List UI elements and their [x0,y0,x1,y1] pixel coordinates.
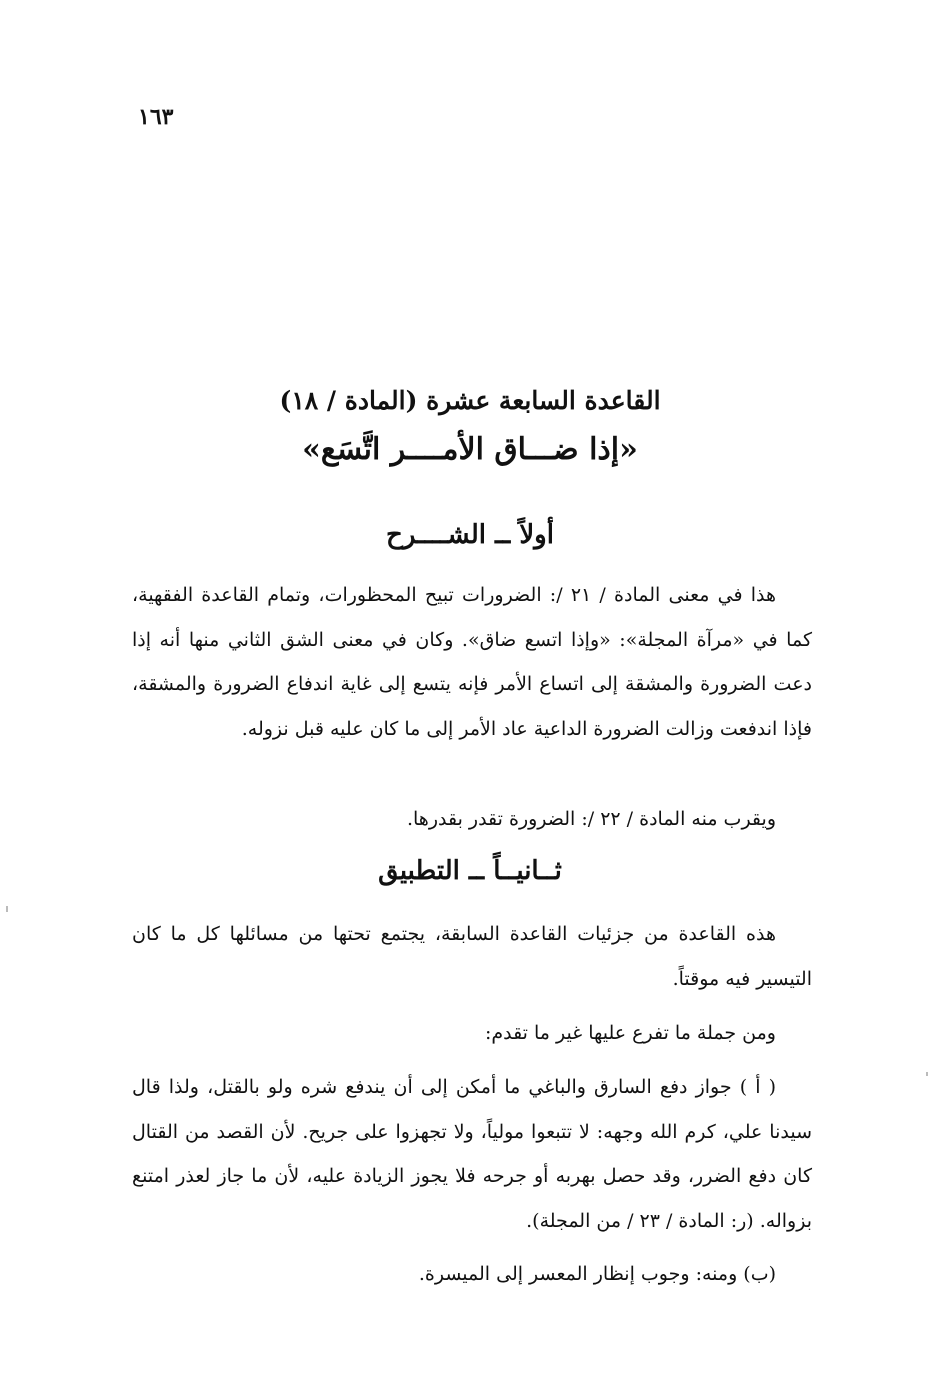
paragraph-application: هذه القاعدة من جزئيات القاعدة السابقة، يجتمع تحتها من مسائلها كل ما كان التيسير فيه موقتاً. [132,923,812,990]
explanation-heading: أولاً ــ الشــــرح [386,520,554,550]
paragraph-related-article: ويقرب منه المادة / ٢٢ /: الضرورة تقدر بقدرها. [406,808,776,830]
rule-text-title: «إذا ضـــاق الأمــــر اتَّسَع» [302,432,638,467]
paragraph-derived-intro: ومن جملة ما تفرع عليها غير ما تقدم: [484,1022,776,1044]
application-heading: ثــانيــاً ــ التطبيق [378,856,562,886]
rule-number-title: القاعدة السابعة عشرة (المادة / ١٨) [279,386,661,415]
scan-speck [926,1072,928,1076]
paragraph-example-b: (ب) ومنه: وجوب إنظار المعسر إلى الميسرة. [418,1263,776,1285]
scan-speck [6,906,8,912]
paragraph-explanation: هذا في معنى المادة / ٢١ /: الضرورات تبيح المحظورات، وتمام القاعدة الفقهية، كما في «مرآة المجلة»: «وإذا اتسع ضاق». وكان في معنى الشق الثاني منها أنه إذا دعت الضرورة والمشقة إلى اتساع الأمر فإنه يتسع إلى غاية اندفاع الضرورة والمشقة، فإذا اندفعت وزالت الضرورة الداعية عاد الأمر إلى ما كان عليه قبل نزوله. [132,584,812,740]
page-number: ١٦٣ [138,104,174,130]
paragraph-example-a: ( أ ) جواز دفع السارق والباغي ما أمكن إلى أن يندفع شره ولو بالقتل، ولذا قال سيدنا علي، كرم الله وجهه: لا تتبعوا مولياً، ولا تجهزوا على جريح. لأن القصد من القتال كان دفع الضرر، وقد حصل بهربه أو جرحه فلا يجوز الزيادة عليه، لأن ما جاز لعذر امتنع بزواله. (ر: المادة / ٢٣ / من المجلة). [132,1076,812,1232]
